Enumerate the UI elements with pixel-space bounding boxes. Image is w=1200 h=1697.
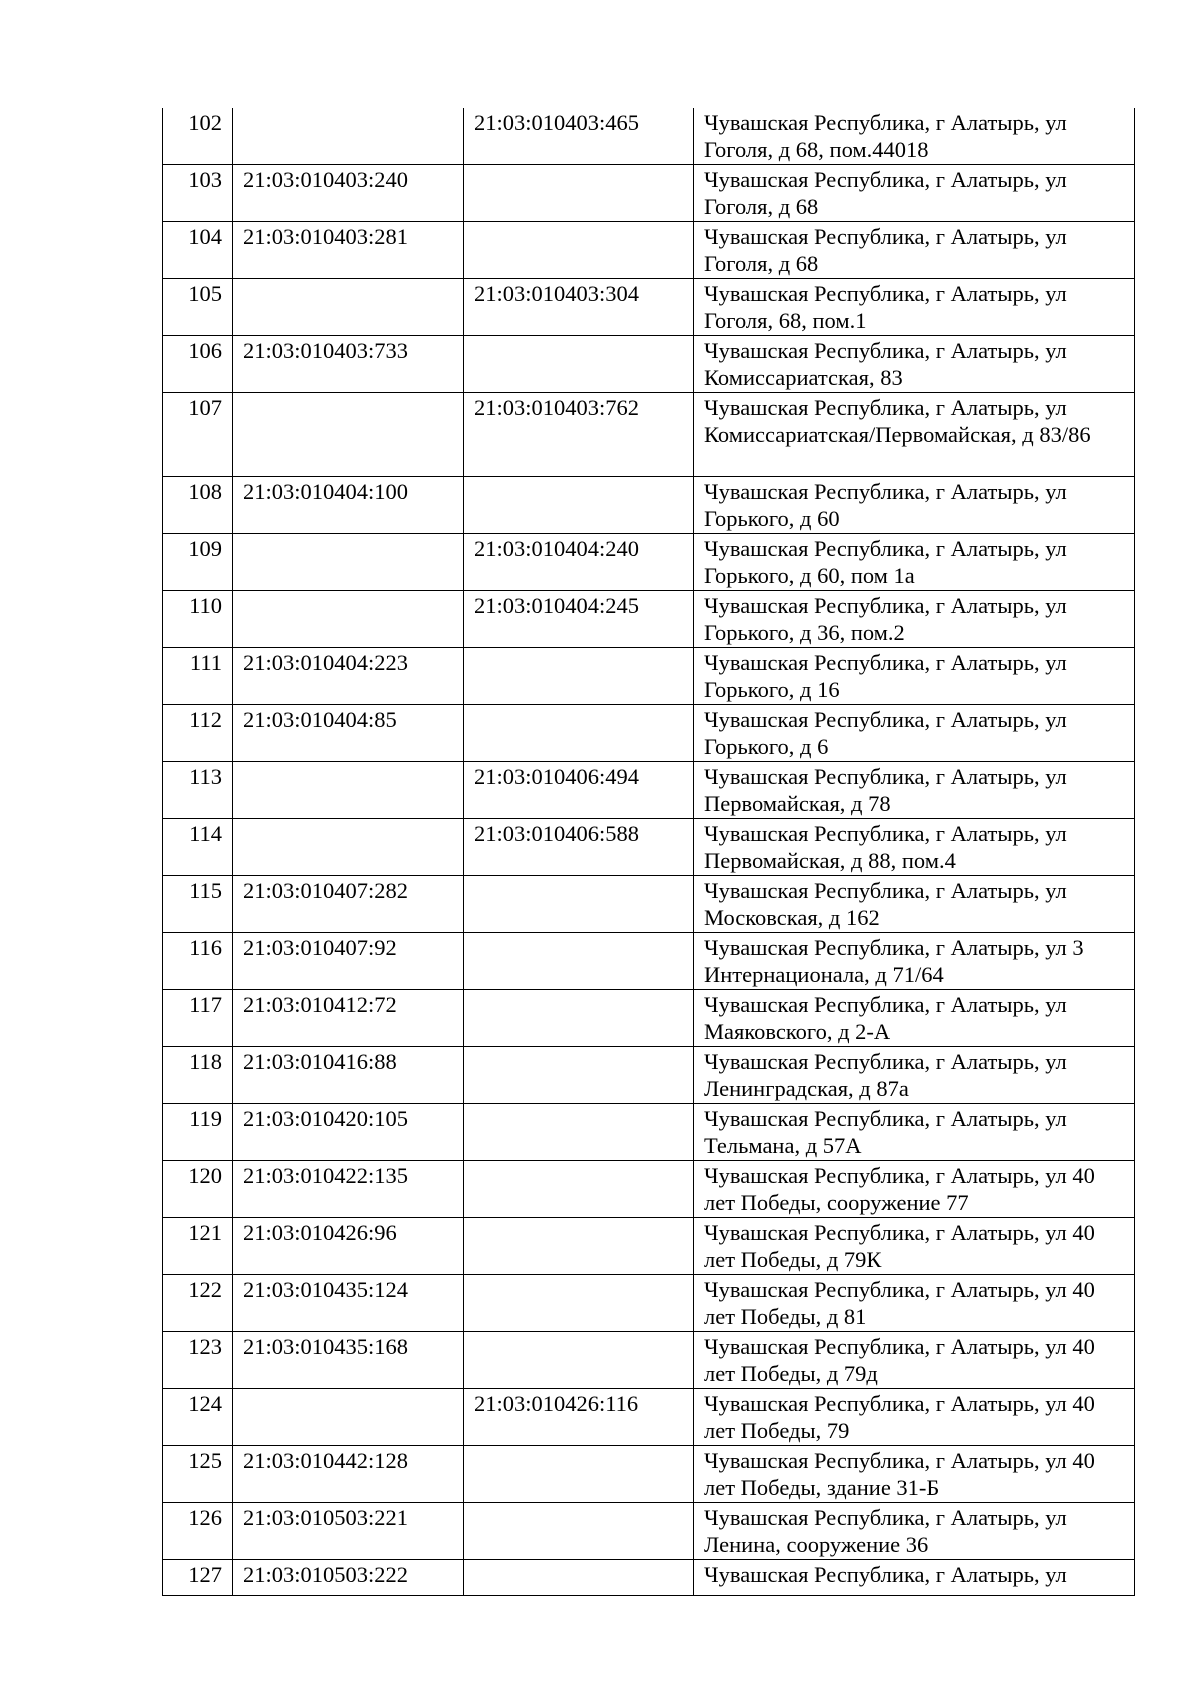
object-cadastral-number: 21:03:010404:240 bbox=[464, 534, 694, 591]
address-cell: Чувашская Республика, г Алатырь, ул Гоголя, д 68 bbox=[694, 165, 1135, 222]
object-cadastral-number bbox=[464, 1560, 694, 1596]
land-cadastral-number: 21:03:010404:100 bbox=[233, 477, 464, 534]
row-number: 107 bbox=[163, 393, 233, 477]
object-cadastral-number bbox=[464, 1275, 694, 1332]
address-cell: Чувашская Республика, г Алатырь, ул 40 лет Победы, д 79д bbox=[694, 1332, 1135, 1389]
land-cadastral-number: 21:03:010407:282 bbox=[233, 876, 464, 933]
object-cadastral-number: 21:03:010404:245 bbox=[464, 591, 694, 648]
land-cadastral-number: 21:03:010503:221 bbox=[233, 1503, 464, 1560]
table-row bbox=[163, 534, 1135, 591]
cadastral-table bbox=[162, 108, 1135, 1596]
table-row bbox=[163, 1104, 1135, 1161]
table-row bbox=[163, 1161, 1135, 1218]
object-cadastral-number bbox=[464, 222, 694, 279]
land-cadastral-number bbox=[233, 534, 464, 591]
table-row bbox=[163, 108, 1135, 165]
object-cadastral-number bbox=[464, 1161, 694, 1218]
table-row bbox=[163, 819, 1135, 876]
land-cadastral-number: 21:03:010503:222 bbox=[233, 1560, 464, 1596]
address-cell: Чувашская Республика, г Алатырь, ул Комиссариатская/Первомайская, д 83/86 bbox=[694, 393, 1135, 477]
object-cadastral-number bbox=[464, 876, 694, 933]
object-cadastral-number: 21:03:010406:494 bbox=[464, 762, 694, 819]
address-cell: Чувашская Республика, г Алатырь, ул Комиссариатская, 83 bbox=[694, 336, 1135, 393]
land-cadastral-number: 21:03:010426:96 bbox=[233, 1218, 464, 1275]
table-row bbox=[163, 648, 1135, 705]
object-cadastral-number bbox=[464, 1332, 694, 1389]
table-row bbox=[163, 705, 1135, 762]
object-cadastral-number bbox=[464, 1218, 694, 1275]
object-cadastral-number bbox=[464, 165, 694, 222]
land-cadastral-number: 21:03:010435:168 bbox=[233, 1332, 464, 1389]
table-row bbox=[163, 1047, 1135, 1104]
table-row bbox=[163, 279, 1135, 336]
address-cell: Чувашская Республика, г Алатырь, ул Московская, д 162 bbox=[694, 876, 1135, 933]
row-number: 127 bbox=[163, 1560, 233, 1596]
row-number: 123 bbox=[163, 1332, 233, 1389]
address-cell: Чувашская Республика, г Алатырь, ул Ленинградская, д 87а bbox=[694, 1047, 1135, 1104]
table-row bbox=[163, 1275, 1135, 1332]
table-body bbox=[163, 108, 1135, 1596]
row-number: 116 bbox=[163, 933, 233, 990]
object-cadastral-number: 21:03:010403:304 bbox=[464, 279, 694, 336]
address-cell: Чувашская Республика, г Алатырь, ул 40 лет Победы, здание 31-Б bbox=[694, 1446, 1135, 1503]
row-number: 112 bbox=[163, 705, 233, 762]
land-cadastral-number: 21:03:010404:223 bbox=[233, 648, 464, 705]
row-number: 121 bbox=[163, 1218, 233, 1275]
row-number: 109 bbox=[163, 534, 233, 591]
table-row bbox=[163, 1218, 1135, 1275]
object-cadastral-number bbox=[464, 477, 694, 534]
address-cell: Чувашская Республика, г Алатырь, ул Горького, д 6 bbox=[694, 705, 1135, 762]
object-cadastral-number bbox=[464, 933, 694, 990]
land-cadastral-number: 21:03:010403:240 bbox=[233, 165, 464, 222]
row-number: 108 bbox=[163, 477, 233, 534]
row-number: 125 bbox=[163, 1446, 233, 1503]
land-cadastral-number bbox=[233, 108, 464, 165]
object-cadastral-number: 21:03:010406:588 bbox=[464, 819, 694, 876]
address-cell: Чувашская Республика, г Алатырь, ул Горького, д 36, пом.2 bbox=[694, 591, 1135, 648]
address-cell: Чувашская Республика, г Алатырь, ул Ленина, сооружение 36 bbox=[694, 1503, 1135, 1560]
table-row bbox=[163, 1389, 1135, 1446]
table-row bbox=[163, 591, 1135, 648]
table-row bbox=[163, 477, 1135, 534]
row-number: 105 bbox=[163, 279, 233, 336]
land-cadastral-number bbox=[233, 279, 464, 336]
table-row bbox=[163, 876, 1135, 933]
row-number: 119 bbox=[163, 1104, 233, 1161]
object-cadastral-number bbox=[464, 1047, 694, 1104]
object-cadastral-number bbox=[464, 990, 694, 1047]
address-cell: Чувашская Республика, г Алатырь, ул 40 лет Победы, д 81 bbox=[694, 1275, 1135, 1332]
object-cadastral-number bbox=[464, 1503, 694, 1560]
row-number: 122 bbox=[163, 1275, 233, 1332]
row-number: 118 bbox=[163, 1047, 233, 1104]
object-cadastral-number: 21:03:010403:762 bbox=[464, 393, 694, 477]
land-cadastral-number bbox=[233, 762, 464, 819]
land-cadastral-number: 21:03:010420:105 bbox=[233, 1104, 464, 1161]
object-cadastral-number bbox=[464, 705, 694, 762]
row-number: 124 bbox=[163, 1389, 233, 1446]
address-cell: Чувашская Республика, г Алатырь, ул Гоголя, д 68 bbox=[694, 222, 1135, 279]
row-number: 110 bbox=[163, 591, 233, 648]
address-cell: Чувашская Республика, г Алатырь, ул bbox=[694, 1560, 1135, 1596]
land-cadastral-number: 21:03:010404:85 bbox=[233, 705, 464, 762]
object-cadastral-number: 21:03:010403:465 bbox=[464, 108, 694, 165]
row-number: 117 bbox=[163, 990, 233, 1047]
row-number: 114 bbox=[163, 819, 233, 876]
address-cell: Чувашская Республика, г Алатырь, ул 3 Интернационала, д 71/64 bbox=[694, 933, 1135, 990]
land-cadastral-number: 21:03:010403:281 bbox=[233, 222, 464, 279]
table-row bbox=[163, 393, 1135, 477]
table-row bbox=[163, 990, 1135, 1047]
table-row bbox=[163, 1446, 1135, 1503]
table-row bbox=[163, 1503, 1135, 1560]
row-number: 103 bbox=[163, 165, 233, 222]
table-row bbox=[163, 1332, 1135, 1389]
row-number: 120 bbox=[163, 1161, 233, 1218]
row-number: 113 bbox=[163, 762, 233, 819]
land-cadastral-number: 21:03:010407:92 bbox=[233, 933, 464, 990]
address-cell: Чувашская Республика, г Алатырь, ул Первомайская, д 88, пом.4 bbox=[694, 819, 1135, 876]
address-cell: Чувашская Республика, г Алатырь, ул Горького, д 16 bbox=[694, 648, 1135, 705]
table-row bbox=[163, 1560, 1135, 1596]
row-number: 102 bbox=[163, 108, 233, 165]
object-cadastral-number bbox=[464, 336, 694, 393]
land-cadastral-number bbox=[233, 591, 464, 648]
table-row bbox=[163, 222, 1135, 279]
row-number: 104 bbox=[163, 222, 233, 279]
land-cadastral-number bbox=[233, 1389, 464, 1446]
table-row bbox=[163, 933, 1135, 990]
land-cadastral-number: 21:03:010403:733 bbox=[233, 336, 464, 393]
land-cadastral-number: 21:03:010416:88 bbox=[233, 1047, 464, 1104]
address-cell: Чувашская Республика, г Алатырь, ул Горького, д 60 bbox=[694, 477, 1135, 534]
land-cadastral-number: 21:03:010412:72 bbox=[233, 990, 464, 1047]
object-cadastral-number bbox=[464, 1104, 694, 1161]
table-row bbox=[163, 165, 1135, 222]
row-number: 115 bbox=[163, 876, 233, 933]
row-number: 106 bbox=[163, 336, 233, 393]
row-number: 126 bbox=[163, 1503, 233, 1560]
address-cell: Чувашская Республика, г Алатырь, ул 40 лет Победы, д 79К bbox=[694, 1218, 1135, 1275]
object-cadastral-number bbox=[464, 648, 694, 705]
land-cadastral-number: 21:03:010422:135 bbox=[233, 1161, 464, 1218]
address-cell: Чувашская Республика, г Алатырь, ул Гоголя, д 68, пом.44018 bbox=[694, 108, 1135, 165]
address-cell: Чувашская Республика, г Алатырь, ул Горького, д 60, пом 1а bbox=[694, 534, 1135, 591]
address-cell: Чувашская Республика, г Алатырь, ул 40 лет Победы, сооружение 77 bbox=[694, 1161, 1135, 1218]
land-cadastral-number bbox=[233, 819, 464, 876]
land-cadastral-number bbox=[233, 393, 464, 477]
table-row bbox=[163, 762, 1135, 819]
object-cadastral-number: 21:03:010426:116 bbox=[464, 1389, 694, 1446]
address-cell: Чувашская Республика, г Алатырь, ул Тельмана, д 57А bbox=[694, 1104, 1135, 1161]
row-number: 111 bbox=[163, 648, 233, 705]
address-cell: Чувашская Республика, г Алатырь, ул Маяковского, д 2-А bbox=[694, 990, 1135, 1047]
address-cell: Чувашская Республика, г Алатырь, ул 40 лет Победы, 79 bbox=[694, 1389, 1135, 1446]
address-cell: Чувашская Республика, г Алатырь, ул Гоголя, 68, пом.1 bbox=[694, 279, 1135, 336]
address-cell: Чувашская Республика, г Алатырь, ул Первомайская, д 78 bbox=[694, 762, 1135, 819]
object-cadastral-number bbox=[464, 1446, 694, 1503]
table-row bbox=[163, 336, 1135, 393]
land-cadastral-number: 21:03:010442:128 bbox=[233, 1446, 464, 1503]
land-cadastral-number: 21:03:010435:124 bbox=[233, 1275, 464, 1332]
